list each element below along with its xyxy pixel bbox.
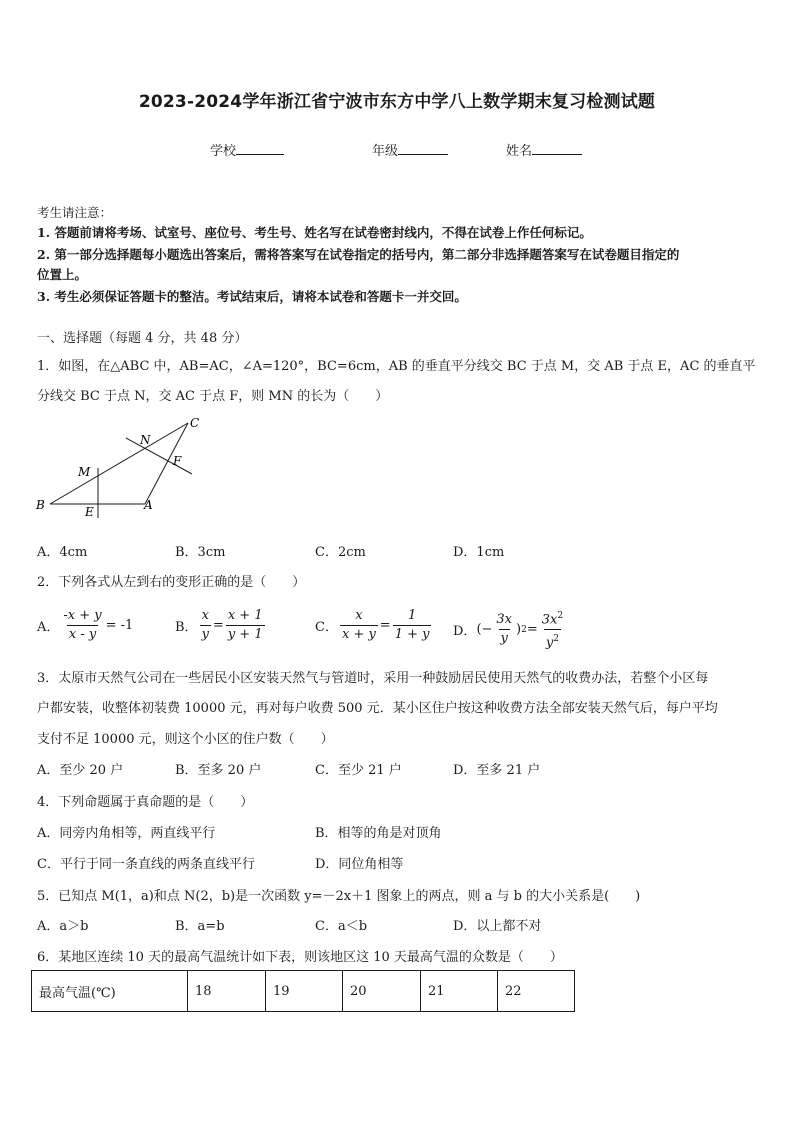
fraction: $\frac{1}{1 + y}$: [394, 608, 430, 642]
option-d[interactable]: D．至多 21 户: [453, 763, 541, 778]
notice-item: 位置上。: [37, 267, 88, 282]
school-field: [210, 140, 284, 159]
grade-label: 年级: [372, 144, 399, 159]
point-b-label: B: [36, 498, 45, 512]
fraction: $\frac{x}{x + y}$: [341, 608, 376, 642]
table-cell: 20: [343, 971, 421, 1012]
name-label: 姓名: [506, 144, 533, 159]
point-c-label: C: [190, 416, 200, 430]
table-cell: 18: [188, 971, 266, 1012]
point-n-label: N: [140, 433, 151, 447]
table-header-cell: 最高气温(℃): [32, 971, 188, 1012]
question-5-stem: 5．已知点 M(1，a)和点 N(2，b)是一次函数 y=－2x＋1 图象上的两点，则 a 与 b 的大小关系是( ): [37, 889, 641, 904]
option-d[interactable]: D． (− $\frac{3x}{y}$ ) 2 = $\frac{3x^2}{y^2}$: [453, 607, 567, 653]
option-b[interactable]: B．相等的角是对顶角: [315, 826, 442, 841]
notice-item: 1. 答题前请将考场、试室号、座位号、考生号、姓名写在试卷密封线内，不得在试卷上作任何标记。: [37, 225, 592, 240]
question-1-line: 1．如图，在△ABC 中，AB=AC，∠A=120°，BC=6cm，AB 的垂直平分线交 BC 于点 M，交 AB 于点 E，AC 的垂直平: [37, 359, 756, 374]
school-blank[interactable]: [236, 142, 284, 155]
option-c[interactable]: C．2cm: [315, 545, 366, 560]
option-a[interactable]: A．至少 20 户: [37, 763, 124, 778]
point-f-label: F: [173, 454, 182, 468]
point-m-label: M: [78, 465, 91, 479]
triangle-figure: [30, 410, 220, 525]
option-c[interactable]: C． $\frac{x}{x + y}$ = $\frac{1}{1 + y}$: [315, 608, 430, 642]
notice-item: 3. 考生必须保证答题卡的整洁。考试结束后，请将本试卷和答题卡一并交回。: [37, 289, 467, 304]
option-d[interactable]: D．以上都不对: [453, 919, 542, 934]
temperature-table: [31, 970, 575, 1012]
option-c[interactable]: C．平行于同一条直线的两条直线平行: [37, 857, 255, 872]
option-a[interactable]: A．同旁内角相等，两直线平行: [37, 826, 216, 841]
table-cell: 19: [266, 971, 343, 1012]
question-4-stem: 4．下列命题属于真命题的是（ ）: [37, 795, 254, 810]
school-label: 学校: [210, 144, 237, 159]
side-bc: [50, 423, 188, 504]
grade-blank[interactable]: [398, 142, 448, 155]
option-a[interactable]: A．a＞b: [37, 919, 89, 934]
fraction: $\frac{x}{y}$: [201, 608, 209, 642]
fraction: $\frac{3x}{y}$: [496, 612, 513, 647]
option-b[interactable]: B．至多 20 户: [175, 763, 262, 778]
fraction: $\frac{x + 1}{y + 1}$: [227, 608, 263, 642]
option-c[interactable]: C．至少 21 户: [315, 763, 402, 778]
option-d[interactable]: D．同位角相等: [315, 857, 404, 872]
point-a-label: A: [144, 498, 153, 512]
question-2-stem: 2．下列各式从左到右的变形正确的是（ ）: [37, 575, 306, 590]
table-row: [32, 971, 575, 1012]
name-field: [506, 140, 582, 159]
option-d[interactable]: D．1cm: [453, 545, 505, 560]
option-b[interactable]: B． $\frac{x}{y}$ = $\frac{x + 1}{y + 1}$: [175, 608, 263, 642]
question-6-stem: 6．某地区连续 10 天的最高气温统计如下表，则该地区这 10 天最高气温的众数是（ ）: [37, 950, 563, 965]
grade-field: [372, 140, 448, 159]
option-b[interactable]: B．3cm: [175, 545, 226, 560]
option-a[interactable]: A． $\frac{-x + y}{x - y}$ = -1: [37, 608, 134, 642]
question-3-line: 户都安装，收整体初装费 10000 元，再对每户收费 500 元．某小区住户按这种收费方法全部安装天然气后，每户平均: [37, 701, 718, 716]
name-blank[interactable]: [532, 142, 582, 155]
table-cell: 22: [498, 971, 575, 1012]
section-heading: 一、选择题（每题 4 分，共 48 分）: [37, 331, 248, 346]
fraction: $\frac{-x + y}{x - y}$: [63, 608, 102, 642]
option-a[interactable]: A．4cm: [37, 545, 88, 560]
table-cell: 21: [421, 971, 498, 1012]
point-e-label: E: [85, 505, 94, 519]
option-b[interactable]: B．a=b: [175, 919, 225, 934]
notice-heading: 考生请注意：: [37, 205, 113, 220]
question-1-line: 分线交 BC 于点 N，交 AC 于点 F，则 MN 的长为（ ）: [37, 389, 389, 404]
question-3-line: 3．太原市天然气公司在一些居民小区安装天然气与管道时，采用一种鼓励居民使用天然气的收费办法，若整个小区每: [37, 671, 709, 686]
fraction: $\frac{3x^2}{y^2}$: [541, 611, 564, 651]
perpendicular-bisector-ac: [126, 438, 192, 474]
question-3-line: 支付不足 10000 元，则这个小区的住户数（ ）: [37, 732, 334, 747]
notice-item: 2. 第一部分选择题每小题选出答案后，需将答案写在试卷指定的括号内，第二部分非选择题答案写在试卷题目指定的: [37, 247, 680, 262]
option-c[interactable]: C．a＜b: [315, 919, 368, 934]
page-title: 2023-2024学年浙江省宁波市东方中学八上数学期末复习检测试题: [138, 92, 656, 112]
